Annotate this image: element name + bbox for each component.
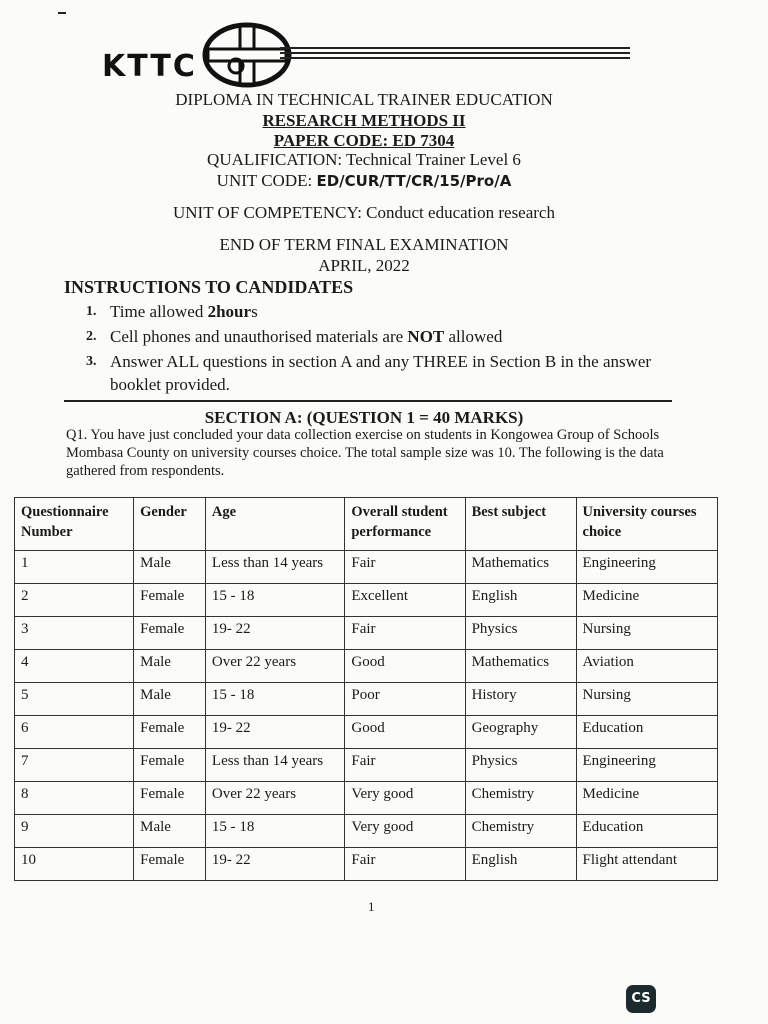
instruction-number: 3.: [86, 354, 97, 369]
table-cell: Female: [134, 716, 206, 749]
question-1-text: Q1. You have just concluded your data collection exercise on students in Kongowea Group of Schools Mombasa County on university courses choice. The total sample size was 10. The following is the data gathered from respondents.: [66, 427, 664, 479]
table-row: [15, 749, 718, 782]
instruction-item: [86, 325, 686, 348]
table-cell: English: [465, 848, 576, 881]
table-cell: Fair: [345, 617, 465, 650]
table-row: [15, 617, 718, 650]
page-number: 1: [368, 899, 375, 914]
instructions-list: [86, 300, 686, 398]
instruction-item: [86, 300, 686, 323]
table-cell: Male: [134, 815, 206, 848]
table-cell: Female: [134, 782, 206, 815]
table-cell: Female: [134, 617, 206, 650]
table-body: [15, 551, 718, 881]
table-cell: Mathematics: [465, 551, 576, 584]
unit-code-value: ED/CUR/TT/CR/15/Pro/A: [316, 172, 512, 190]
column-header: Gender: [134, 498, 206, 551]
table-cell: 4: [15, 650, 134, 683]
qualification: QUALIFICATION: Technical Trainer Level 6: [207, 150, 521, 169]
logo-rule-lines: [280, 47, 630, 62]
table-cell: Good: [345, 650, 465, 683]
table-cell: Fair: [345, 551, 465, 584]
instruction-text-bold: NOT: [407, 327, 445, 346]
table-header-row: [15, 498, 718, 551]
table-cell: History: [465, 683, 576, 716]
table-cell: 15 - 18: [205, 683, 344, 716]
table-cell: Male: [134, 551, 206, 584]
instruction-text-post: s: [251, 302, 258, 321]
exam-date: APRIL, 2022: [318, 256, 410, 275]
table-cell: Male: [134, 650, 206, 683]
table-cell: English: [465, 584, 576, 617]
column-header: University courses choice: [576, 498, 717, 551]
instruction-text-post: allowed: [444, 327, 503, 346]
instruction-number: 1.: [86, 304, 97, 319]
unit-of-competency: UNIT OF COMPETENCY: Conduct education research: [173, 203, 555, 222]
table-row: [15, 782, 718, 815]
table-row: [15, 584, 718, 617]
table-cell: 19- 22: [205, 617, 344, 650]
table-row: [15, 815, 718, 848]
section-divider: [64, 400, 672, 402]
table-cell: 10: [15, 848, 134, 881]
table-cell: 9: [15, 815, 134, 848]
table-cell: Excellent: [345, 584, 465, 617]
logo-text: KTTC: [102, 49, 197, 84]
table-cell: Physics: [465, 617, 576, 650]
unit-code: [0, 171, 728, 191]
instruction-text-pre: Answer ALL questions in section A and any THREE in Section B in the answer booklet provided.: [110, 352, 652, 394]
table-cell: Over 22 years: [205, 782, 344, 815]
unit-code-label: UNIT CODE:: [216, 171, 317, 190]
table-cell: 5: [15, 683, 134, 716]
table-cell: Female: [134, 749, 206, 782]
table-cell: 19- 22: [205, 848, 344, 881]
table-cell: 1: [15, 551, 134, 584]
table-cell: Medicine: [576, 584, 717, 617]
column-header: Overall student performance: [345, 498, 465, 551]
course-title: RESEARCH METHODS II: [262, 111, 466, 130]
column-header: Age: [205, 498, 344, 551]
table-cell: 8: [15, 782, 134, 815]
instruction-text-pre: Time allowed: [110, 302, 208, 321]
instructions-title: INSTRUCTIONS TO CANDIDATES: [64, 277, 354, 297]
table-cell: 15 - 18: [205, 815, 344, 848]
table-cell: Chemistry: [465, 815, 576, 848]
instruction-text-pre: Cell phones and unauthorised materials are: [110, 327, 408, 346]
program-title: DIPLOMA IN TECHNICAL TRAINER EDUCATION: [175, 90, 553, 109]
scan-mark: [58, 12, 66, 14]
table-row: [15, 848, 718, 881]
table-cell: Education: [576, 716, 717, 749]
table-cell: 7: [15, 749, 134, 782]
table-cell: Female: [134, 848, 206, 881]
instruction-text: [110, 350, 686, 396]
kttc-logo: [102, 22, 632, 88]
exam-title: END OF TERM FINAL EXAMINATION: [219, 235, 509, 254]
respondents-table: [14, 497, 718, 881]
table-cell: Chemistry: [465, 782, 576, 815]
section-a-title: SECTION A: (QUESTION 1 = 40 MARKS): [204, 408, 524, 427]
table-cell: Education: [576, 815, 717, 848]
camscanner-badge-icon[interactable]: CS: [626, 985, 656, 1013]
table-row: [15, 716, 718, 749]
column-header: Best subject: [465, 498, 576, 551]
instruction-item: [86, 350, 686, 396]
table-cell: Medicine: [576, 782, 717, 815]
table-cell: Male: [134, 683, 206, 716]
table-cell: 6: [15, 716, 134, 749]
table-row: [15, 551, 718, 584]
table-cell: Engineering: [576, 551, 717, 584]
instruction-number: 2.: [86, 329, 97, 344]
table-cell: Less than 14 years: [205, 749, 344, 782]
table-cell: Nursing: [576, 683, 717, 716]
table-cell: Very good: [345, 782, 465, 815]
table-cell: Geography: [465, 716, 576, 749]
table-cell: Very good: [345, 815, 465, 848]
table-cell: Mathematics: [465, 650, 576, 683]
column-header: Questionnaire Number: [15, 498, 134, 551]
logo-emblem-icon: [202, 22, 292, 88]
table-cell: Engineering: [576, 749, 717, 782]
table-cell: Physics: [465, 749, 576, 782]
table-row: [15, 683, 718, 716]
table-cell: Over 22 years: [205, 650, 344, 683]
table-cell: Fair: [345, 749, 465, 782]
instruction-text: [110, 325, 686, 348]
paper-code: PAPER CODE: ED 7304: [273, 131, 455, 150]
table-cell: Nursing: [576, 617, 717, 650]
instruction-text: [110, 300, 686, 323]
table-cell: 15 - 18: [205, 584, 344, 617]
table-cell: Aviation: [576, 650, 717, 683]
table-cell: 3: [15, 617, 134, 650]
table-cell: 2: [15, 584, 134, 617]
instruction-text-bold: 2hour: [207, 302, 252, 321]
table-cell: 19- 22: [205, 716, 344, 749]
table-cell: Good: [345, 716, 465, 749]
table-cell: Poor: [345, 683, 465, 716]
table-cell: Flight attendant: [576, 848, 717, 881]
table-cell: Fair: [345, 848, 465, 881]
table-cell: Female: [134, 584, 206, 617]
table-cell: Less than 14 years: [205, 551, 344, 584]
table-row: [15, 650, 718, 683]
